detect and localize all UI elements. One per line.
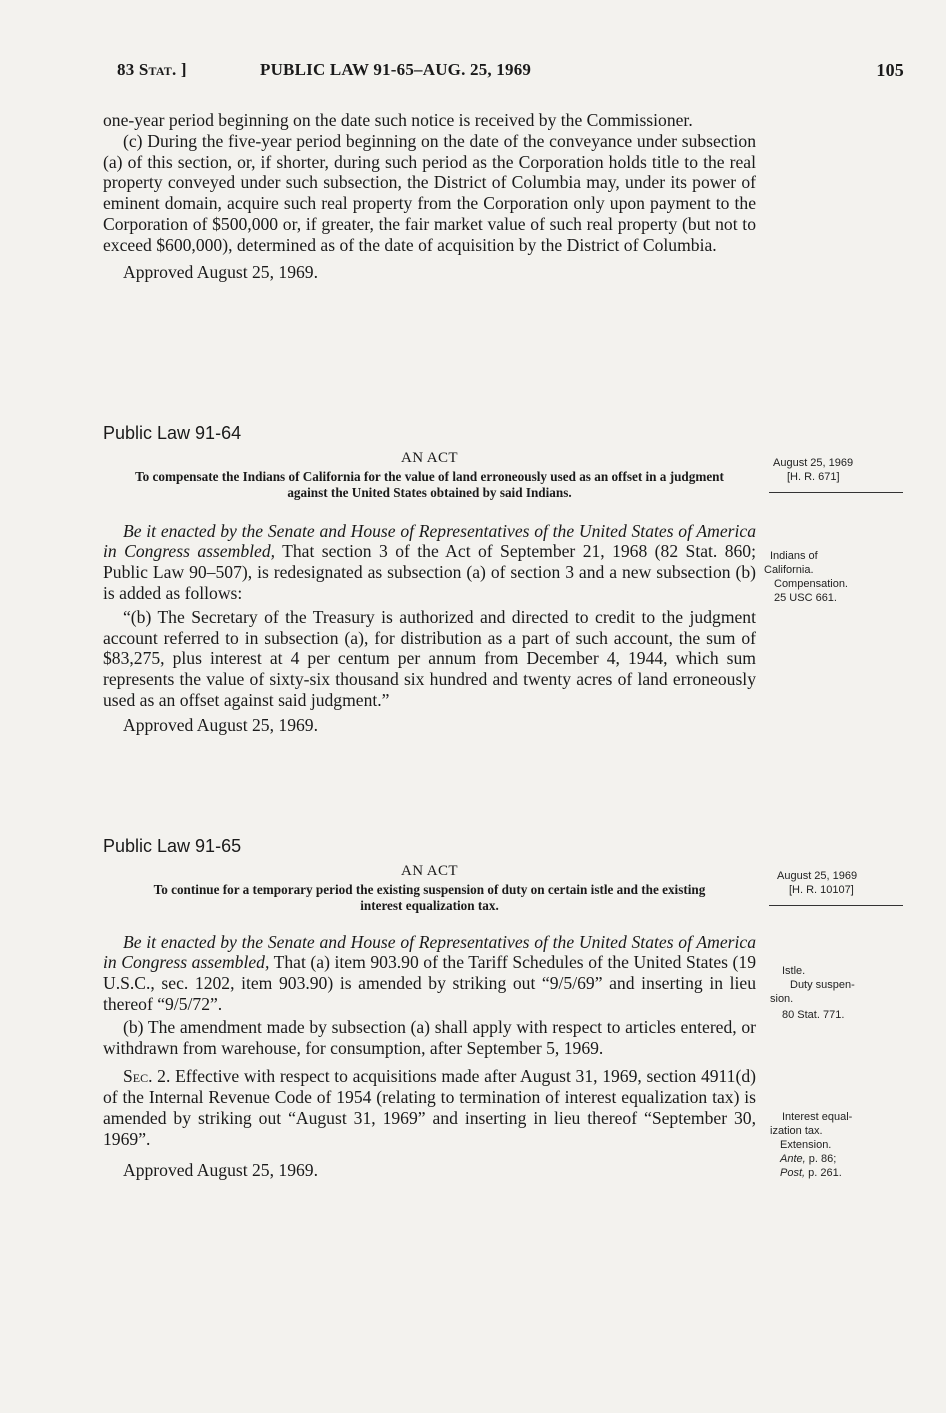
margin-date: August 25, 1969: [773, 457, 854, 469]
law-heading: Public Law 91-65: [103, 836, 242, 856]
act-heading: AN ACT: [401, 862, 458, 879]
citation-label: Ante,: [780, 1153, 806, 1165]
margin-bill-block-91-64: [769, 456, 919, 493]
previous-law-continuation: [103, 110, 756, 282]
margin-citation: [770, 1152, 920, 1166]
margin-divider: [769, 903, 903, 906]
citation-page: p. 86;: [808, 1153, 837, 1165]
section-body: Effective with respect to acquisitions made after August 31, 1969, section 4911(d) of the Internal Revenue Code of 1954 (relating to termination of interest equalization tax) is amended by striking out “August 31, 1969” and inserting in lieu thereof “September 30, 1969”.: [103, 1066, 756, 1149]
section-2-paragraph: [103, 1066, 756, 1149]
margin-note-istle: [770, 964, 920, 1022]
law-heading: Public Law 91-64: [103, 423, 242, 443]
stat-volume-header: 83 Stat. ]: [117, 60, 187, 79]
approval-line: Approved August 25, 1969.: [123, 261, 318, 282]
act-heading: AN ACT: [401, 449, 458, 466]
subsection-b-paragraph: (b) The amendment made by subsection (a) shall apply with respect to articles entered, or withdrawn from warehouse, for consumption, after September 5, 1969.: [103, 1016, 756, 1058]
act-title: To compensate the Indians of California for the value of land erroneously used as an offset in a judgment against the United States obtained by said Indians.: [135, 468, 724, 500]
enacting-paragraph: [103, 521, 756, 604]
approval-line: Approved August 25, 1969.: [123, 714, 318, 735]
approval-line: Approved August 25, 1969.: [123, 1159, 318, 1180]
margin-note-line: Compensation.: [774, 578, 848, 590]
margin-note-line: Istle.: [782, 965, 806, 977]
enacting-body: That (a) item 903.90 of the Tariff Schedules of the United States (19 U.S.C., sec. 1202, item 903.90) is amended by striking out “9/5/69” and inserting in lieu thereof “9/5/72”.: [103, 952, 757, 1014]
enacting-clause: Be it enacted by the Senate and House of Representatives of the United States of America in Congress assembled,: [103, 520, 756, 562]
margin-citation: [770, 1166, 920, 1180]
subsection-b-paragraph: “(b) The Secretary of the Treasury is authorized and directed to credit to the judgment account referred to in subsection (a), for distribution as a part of such account, the sum of $83,275, plus interest at 4 per centum per annum from December 4, 1944, which sum represents the value of sixty-six thousand six hundred and twenty acres of land erroneously used as an offset against said judgment.”: [103, 606, 756, 710]
section-label: Sec. 2.: [123, 1066, 171, 1087]
margin-bill-number: [H. R. 10107]: [789, 884, 854, 896]
public-law-91-64: [103, 423, 756, 736]
enacting-paragraph: [103, 932, 756, 1015]
margin-note-line: sion.: [770, 993, 794, 1005]
margin-note-line: 80 Stat. 771.: [782, 1009, 845, 1021]
margin-note-line: Duty suspen-: [790, 979, 855, 991]
margin-note-line: 25 USC 661.: [774, 592, 837, 604]
margin-note-line: ization tax.: [770, 1125, 823, 1137]
margin-bill-block-91-65: [769, 869, 919, 906]
margin-note-line: Interest equal-: [782, 1111, 853, 1123]
margin-note-line: Extension.: [780, 1139, 832, 1151]
margin-note-line: California.: [764, 564, 814, 576]
page-running-title: PUBLIC LAW 91-65–AUG. 25, 1969: [260, 60, 532, 79]
margin-date: August 25, 1969: [777, 870, 858, 882]
page-number: 105: [876, 60, 904, 80]
continuation-paragraph: one-year period beginning on the date such notice is received by the Commissioner.: [103, 110, 693, 130]
margin-note-interest-tax: [770, 1110, 920, 1180]
margin-note-indians: [764, 549, 914, 605]
margin-divider: [769, 490, 903, 493]
act-title: To continue for a temporary period the existing suspension of duty on certain istle and the existing interest equalization tax.: [153, 881, 706, 913]
enacting-clause: Be it enacted by the Senate and House of Representatives of the United States of America in Congress assembled,: [103, 931, 756, 973]
margin-note-line: Indians of: [770, 550, 818, 562]
margin-bill-number: [H. R. 671]: [787, 471, 840, 483]
citation-label: Post,: [780, 1167, 806, 1179]
citation-page: p. 261.: [808, 1167, 842, 1179]
enacting-body: That section 3 of the Act of September 21, 1968 (82 Stat. 860; Public Law 90–507), is redesignated as subsection (a) of section 3 and a new subsection (b) is added as follows:: [103, 541, 756, 603]
public-law-91-65: [103, 836, 756, 1180]
subsection-c-paragraph: (c) During the five-year period beginning on the date of the conveyance under subsection (a) of this section, or, if shorter, during such period as the Corporation holds title to the real property conveyed under such subsection, the District of Columbia may, under its power of eminent domain, acquire such real property from the Corporation only upon payment to the Corporation of $500,000 or, if greater, the fair market value of such real property (but not to exceed $600,000), determined as of the date of acquisition by the District of Columbia.: [103, 130, 756, 255]
